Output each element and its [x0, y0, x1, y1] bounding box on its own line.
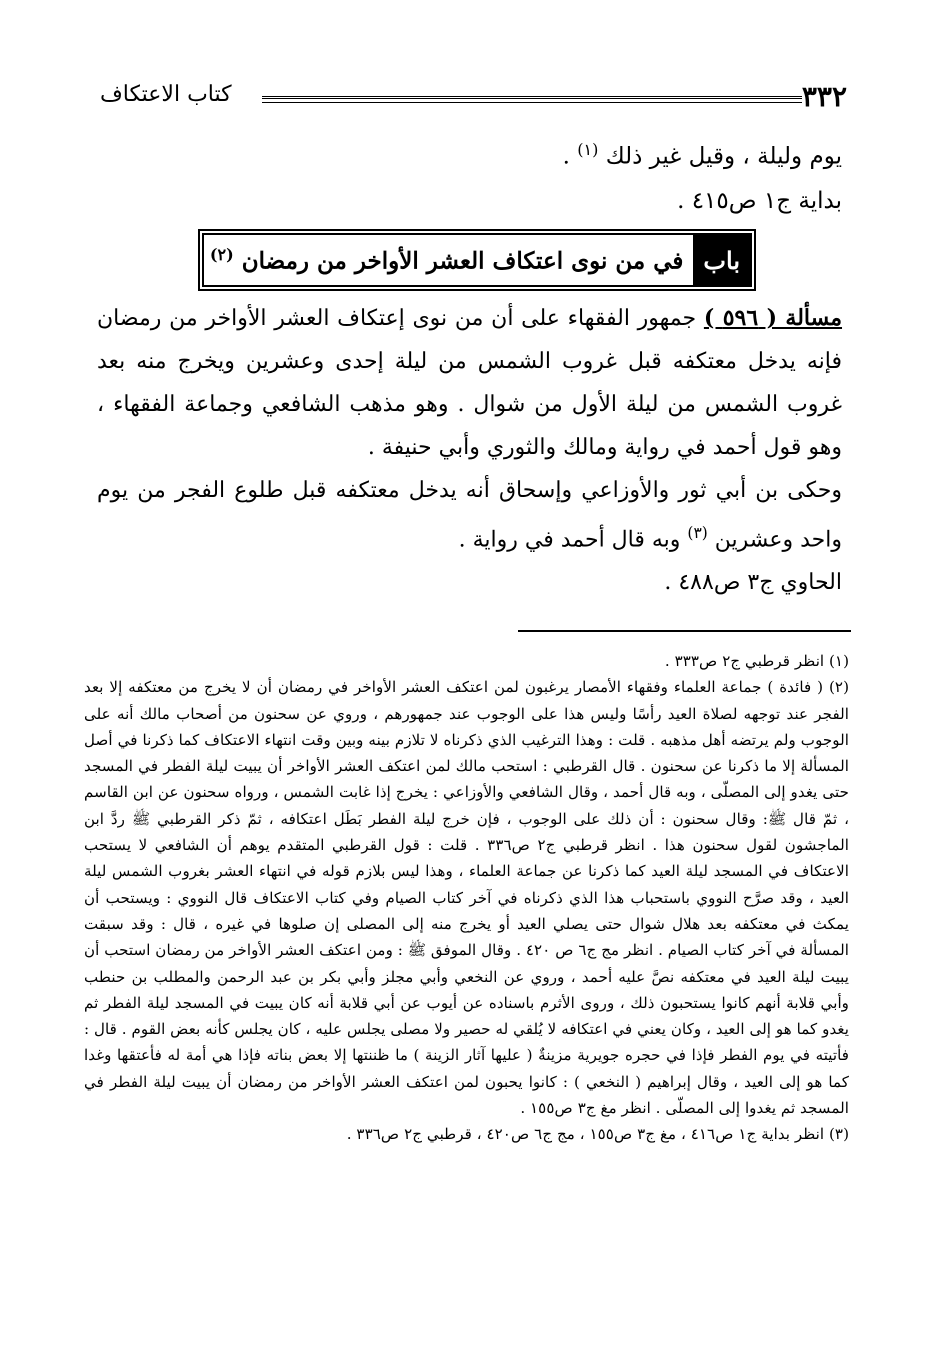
page-number: ٣٣٢ — [801, 80, 847, 113]
paragraph-2-text-a: وحكى بن أبي ثور والأوزاعي وإسحاق أنه يدخل معتكفه قبل طلوع الفجر من يوم واحد وعشرين — [97, 478, 842, 553]
intro-period: . — [562, 143, 570, 170]
section-heading-text: في من نوى اعتكاف العشر الأواخر من رمضان — [241, 247, 684, 275]
section-heading-box — [202, 233, 752, 287]
footnotes — [84, 648, 849, 1148]
paragraph-source: الحاوي ج٣ ص٤٨٨ . — [664, 570, 842, 596]
masala-label: مسألة ( ٥٩٦ ) — [703, 305, 843, 331]
paragraph-1 — [97, 297, 842, 469]
header-rule — [262, 96, 802, 103]
chapter-title: كتاب الاعتكاف — [100, 82, 232, 107]
footnote-ref-3: (٣) — [687, 524, 708, 542]
paragraph-2-text-b: وبه قال أحمد في رواية . — [458, 527, 681, 553]
main-text — [97, 297, 842, 604]
bab-label: باب — [693, 235, 750, 285]
footnote-1: (١) انظر قرطبي ج٢ ص٣٣٣ . — [664, 652, 849, 670]
intro-source: بداية ج١ ص٤١٥ . — [677, 188, 842, 214]
footnote-3: (٣) انظر بداية ج١ ص٤١٦ ، مغ ج٣ ص١٥٥ ، مج ج٦ ص٤٢٠ ، قرطبي ج٢ ص٣٣٦ . — [346, 1125, 849, 1144]
section-heading — [210, 245, 694, 275]
footnote-rule — [518, 630, 851, 632]
footnote-ref-1: (١) — [577, 140, 599, 159]
intro-line — [563, 140, 842, 170]
intro-text: يوم وليلة ، وقيل غير ذلك — [605, 143, 842, 170]
footnote-ref-2: (٢) — [209, 245, 234, 265]
footnote-2: (٢) ( فائدة ) جماعة العلماء وفقهاء الأمصار يرغبون لمن اعتكف العشر الأواخر في رمضان أن لا يخرج من معتكفه إلا بعد الفجر عند توجهه لصلاة العيد رأسًا وليس هذا على الوجوب عند جمهورهم ، وروي عن سحنون من أصحاب مالك أنه على الوجوب ولم يرتضه أهل مذهبه . قلت : وهذا الترغيب الذي ذكرناه لا تلازم بينه وبين وقت انتهاء الاعتكاف كما ذكرنا في أصل المسألة إلا ما ذكرنا عن سحنون . قال القرطبي : استحب مالك لمن اعتكف العشر الأواخر أن يبيت ليلة الفطر في المسجد حتى يغدو إلى المصلّى ، وبه قال أحمد ، وقال الشافعي والأوزاعي : يخرج إذا غابت الشمس ، ورواه سحنون عن ابن القاسم ، ثمّ قال ﷺ: وقال سحنون : أن ذلك على الوجوب ، فإن خرج ليلة الفطر بَطَل اعتكافه ، ثمّ ذكر القرطبي ﷺ ردَّ ابن الماجشون لقول سحنون هذا . انظر قرطبي ج٢ ص٣٣٦ . قلت : قول القرطبي المتقدم يوهم أن الشافعي لا يستحب الاعتكاف في المسجد ليلة العيد كما ذكرنا عن جماعة العلماء ، وهذا ليس بلازم قوله في انتهاء العشر بغروب الشمس ليلة العيد ، وقد صرَّح النووي باستحباب هذا الذي ذكرناه في آخر كتاب الصيام وفي كتاب الاعتكاف قال النووي : ويستحب أن يمكث في معتكفه بعد هلال شوال حتى يصلي العيد أو يخرج منه إلى المصلى إن صلوها في غيره ، قال : وقد سبقت المسألة في آخر كتاب الصيام . انظر مج ج٦ ص ٤٢٠ . وقال الموفق ﷺ : ومن اعتكف العشر الأواخر من رمضان استحب أن يبيت ليلة العيد في معتكفه نصَّ عليه أحمد ، وروي عن النخعي وأبي مجلز وأبي بكر بن عبد الرحمن والمطلب بن حنطب وأبي قلابة أنهم كانوا يستحبون ذلك ، وروى الأثرم باسناده عن أيوب عن أبي قلابة أنه كان يبيت في المسجد ليلة الفطر ثم يغدو كما هو إلى العيد ، وكان يعني في اعتكافه لا يُلقي له حصير ولا مصلى يجلس عليه ، كان يجلس كأنه بعض القوم . قال : فأتيته في يوم الفطر فإذا في حجره جويرية مزينةٌ ( عليها آثار الزينة ) ما ظننتها إلا بعض بناته فإذا هي أمة له فأعتقها وغدا كما هو إلى العيد ، وقال إبراهيم ( النخعي ) : كانوا يحبون لمن اعتكف العشر الأواخر من رمضان أن يبيت ليلة الفطر في المسجد ثم يغدوا إلى المصلّى . انظر مغ ج٣ ص١٥٥ . — [84, 678, 849, 1118]
paragraph-1-text: جمهور الفقهاء على أن من نوى إعتكاف العشر الأواخر من رمضان فإنه يدخل معتكفه قبل غروب الشمس من ليلة إحدى وعشرين ويخرج منه بعد غروب الشمس من ليلة الأول من شوال . وهو مذهب الشافعي وجماعة الفقهاء ، وهو قول أحمد في رواية ومالك والثوري وأبي حنيفة . — [97, 306, 842, 460]
paragraph-2 — [97, 469, 842, 561]
